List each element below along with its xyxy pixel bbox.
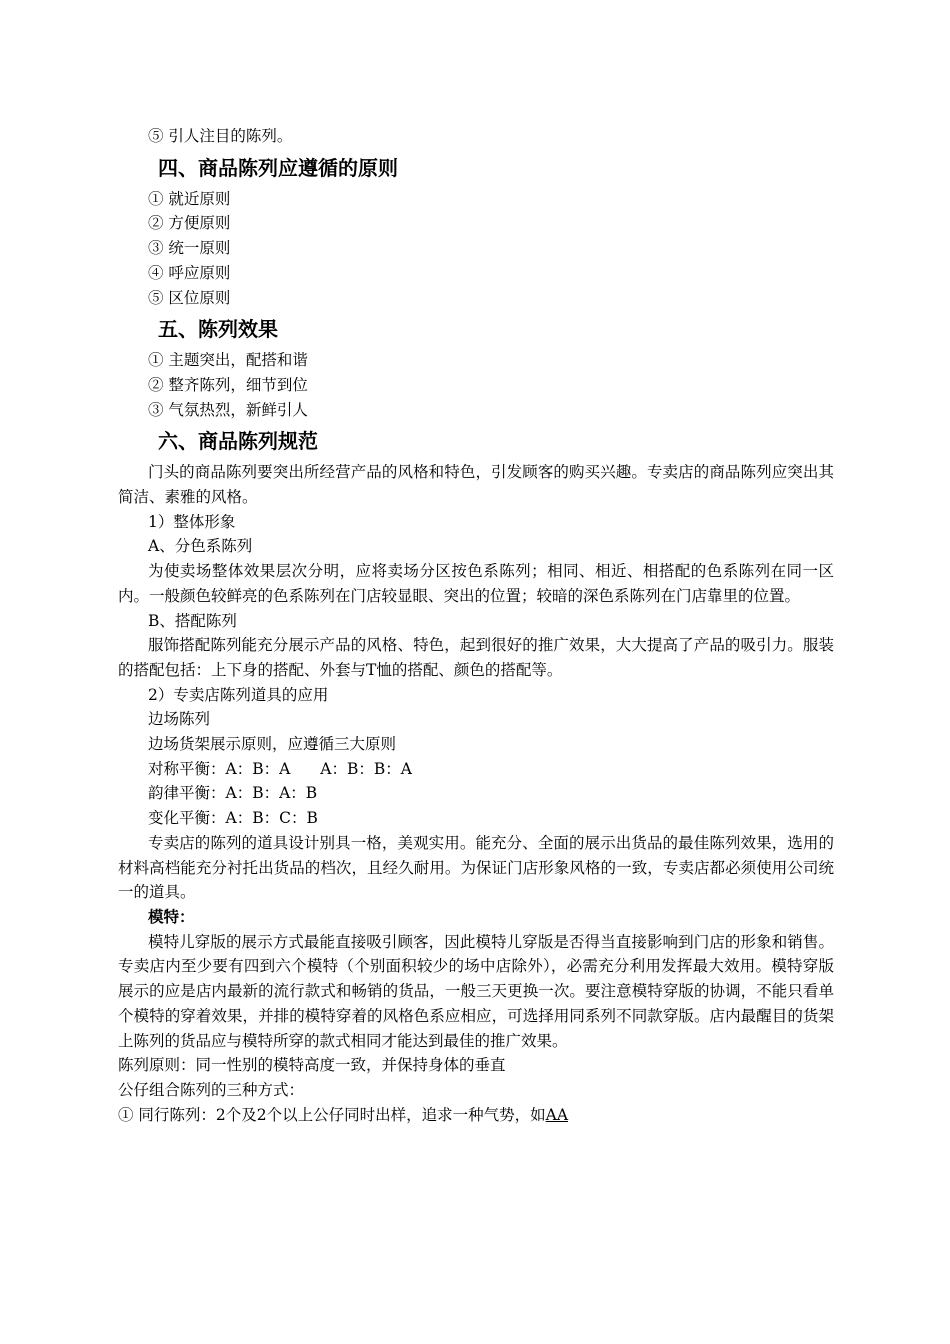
list-item-attractive: ⑤ 引人注目的陈列。 <box>148 127 293 145</box>
subheading-color: A、分色系陈列 <box>148 537 253 556</box>
list-item: ② 方便原则 <box>148 214 231 233</box>
subheading-model: 模特： <box>148 907 195 926</box>
list-item: ⑤ 区位原则 <box>148 288 231 307</box>
subheading-side: 边场陈列 <box>148 710 211 729</box>
list-item: ② 整齐陈列，细节到位 <box>148 375 308 394</box>
intro-paragraph: 门头的商品陈列要突出所经营产品的风格和特色，引发顾客的购买兴趣。专卖店的商品陈列应突出其简洁、素雅的风格。 <box>118 463 834 507</box>
model-paragraph: 模特儿穿版的展示方式最能直接吸引顾客，因此模特儿穿版是否得当直接影响到门店的形象和销售。专卖店内至少要有四到六个模特（个别面积较少的场中店除外），必需充分利用发挥最大效用。模特穿版展示的应是店内最新的流行款式和畅销的货品，一般三天更换一次。要注意模特穿版的协调，不能只看单个模特的穿着效果，并排的模特穿着的风格色系应相应，可选择用同系列不同款穿版。店内最醒目的货架上陈列的货品应与模特所穿的款式相同才能达到最佳的推广效果。 <box>118 932 834 1050</box>
match-paragraph: 服饰搭配陈列能充分展示产品的风格、特色，起到很好的推广效果，大大提高了产品的吸引力。服装的搭配包括：上下身的搭配、外套与T恤的搭配、颜色的搭配等。 <box>118 636 834 679</box>
document-page <box>118 124 834 1127</box>
subheading-props: 2）专卖店陈列道具的应用 <box>148 685 329 704</box>
list-item: ④ 呼应原则 <box>148 263 231 282</box>
combo-title: 公仔组合陈列的三种方式： <box>118 1080 305 1099</box>
balance-b: A：B：B：A <box>320 759 412 778</box>
section-heading-effects: 五、陈列效果 <box>158 317 278 342</box>
section-heading-standards: 六、商品陈列规范 <box>158 429 318 454</box>
combo-item <box>118 1103 834 1128</box>
section-heading-principles: 四、商品陈列应遵循的原则 <box>158 155 398 180</box>
combo-item-tail: AA <box>545 1105 569 1124</box>
subheading-match: B、搭配陈列 <box>148 611 237 630</box>
list-item: ① 就近原则 <box>148 189 231 208</box>
subheading-overall: 1）整体形象 <box>148 512 236 531</box>
change-line: 变化平衡：A：B：C：B <box>148 809 318 828</box>
list-item: ③ 气氛热烈，新鲜引人 <box>148 400 308 419</box>
combo-item-text: ① 同行陈列：2个及2个以上公仔同时出样，追求一种气势，如 <box>118 1105 546 1124</box>
color-paragraph: 为使卖场整体效果层次分明，应将卖场分区按色系陈列；相同、相近、相搭配的色系陈列在同一区内。一般颜色较鲜亮的色系陈列在门店较显眼、突出的位置；较暗的深色系陈列在门店靠里的位置。 <box>118 562 834 605</box>
props-paragraph: 专卖店的陈列的道具设计别具一格，美观实用。能充分、全面的展示出货品的最佳陈列效果，选用的材料高档能充分衬托出货品的档次，且经久耐用。为保证门店形象风格的一致，专卖店都必须使用公司统一的道具。 <box>118 833 834 902</box>
balance-a: 对称平衡：A：B：A <box>148 759 291 778</box>
balance-line <box>118 757 834 782</box>
side-rule: 边场货架展示原则，应遵循三大原则 <box>148 735 397 754</box>
list-item: ① 主题突出，配搭和谐 <box>148 351 308 370</box>
display-rule: 陈列原则：同一性别的模特高度一致，并保持身体的垂直 <box>118 1056 506 1075</box>
rhythm-line: 韵律平衡：A：B：A：B <box>148 784 318 803</box>
list-item: ③ 统一原则 <box>148 239 231 258</box>
